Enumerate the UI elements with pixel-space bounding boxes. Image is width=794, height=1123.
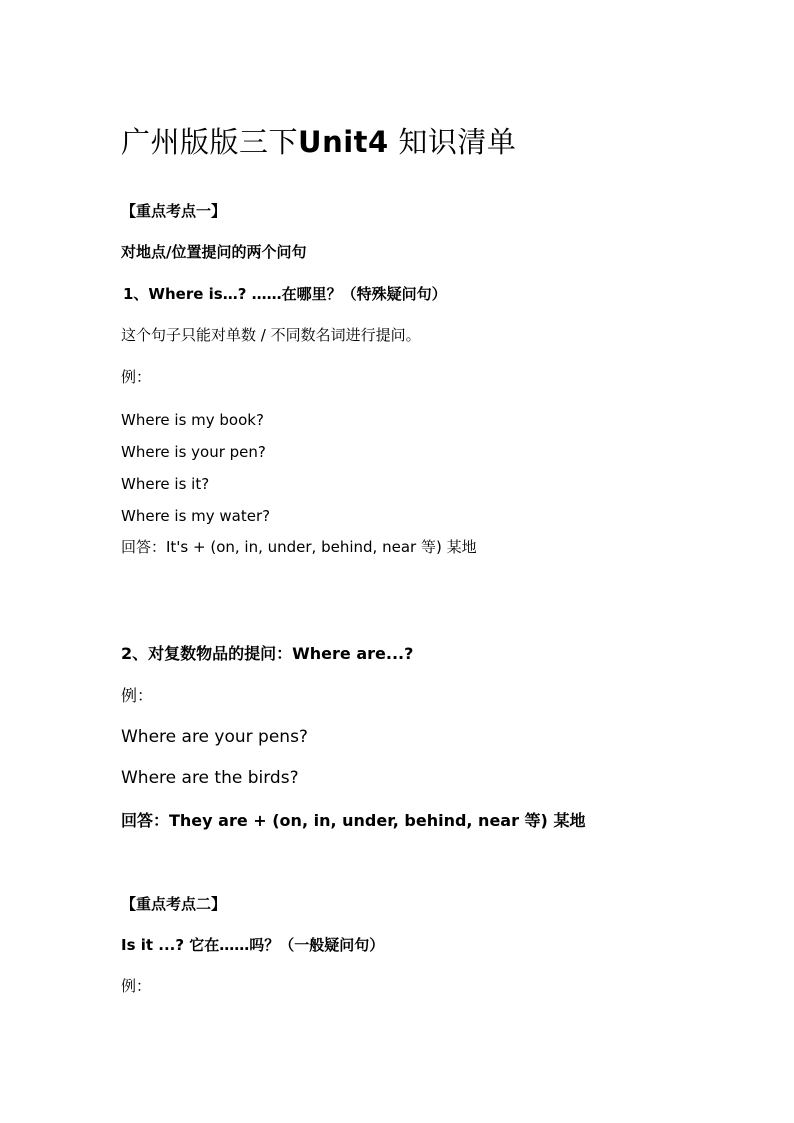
example-line: Where is my water? <box>121 507 271 525</box>
section2-point-title: Is it ...? 它在……吗？（一般疑问句） <box>121 936 385 954</box>
section2-example-label: 例： <box>121 977 152 995</box>
example-label: 例： <box>121 368 152 386</box>
point2-title: 2、对复数物品的提问：Where are...? <box>121 644 414 663</box>
example2-line: Where are your pens? <box>121 727 308 747</box>
example2-label: 例： <box>121 686 154 705</box>
answer-line: 回答：It's + (on, in, under, behind, near 等) 某地 <box>121 538 477 556</box>
point1-title: 1、Where is…? ……在哪里？（特殊疑问句） <box>123 285 447 303</box>
answer2-line: 回答：They are + (on, in, under, behind, near 等) 某地 <box>121 811 586 830</box>
example-line: Where is it? <box>121 475 210 493</box>
page-title <box>121 125 516 160</box>
section1-heading: 【重点考点一】 <box>121 202 227 220</box>
section2-heading: 【重点考点二】 <box>121 895 227 913</box>
point1-note: 这个句子只能对单数 / 不同数名词进行提问。 <box>121 326 421 344</box>
section1-subheading: 对地点/位置提问的两个问句 <box>121 243 307 261</box>
title-cn-prefix: 广州版版三下 <box>121 125 299 159</box>
example-line: Where is your pen? <box>121 443 266 461</box>
example-line: Where is my book? <box>121 411 264 429</box>
title-unit: Unit4 <box>298 125 389 159</box>
example2-line: Where are the birds? <box>121 768 299 788</box>
title-cn-suffix: 知识清单 <box>398 125 517 159</box>
